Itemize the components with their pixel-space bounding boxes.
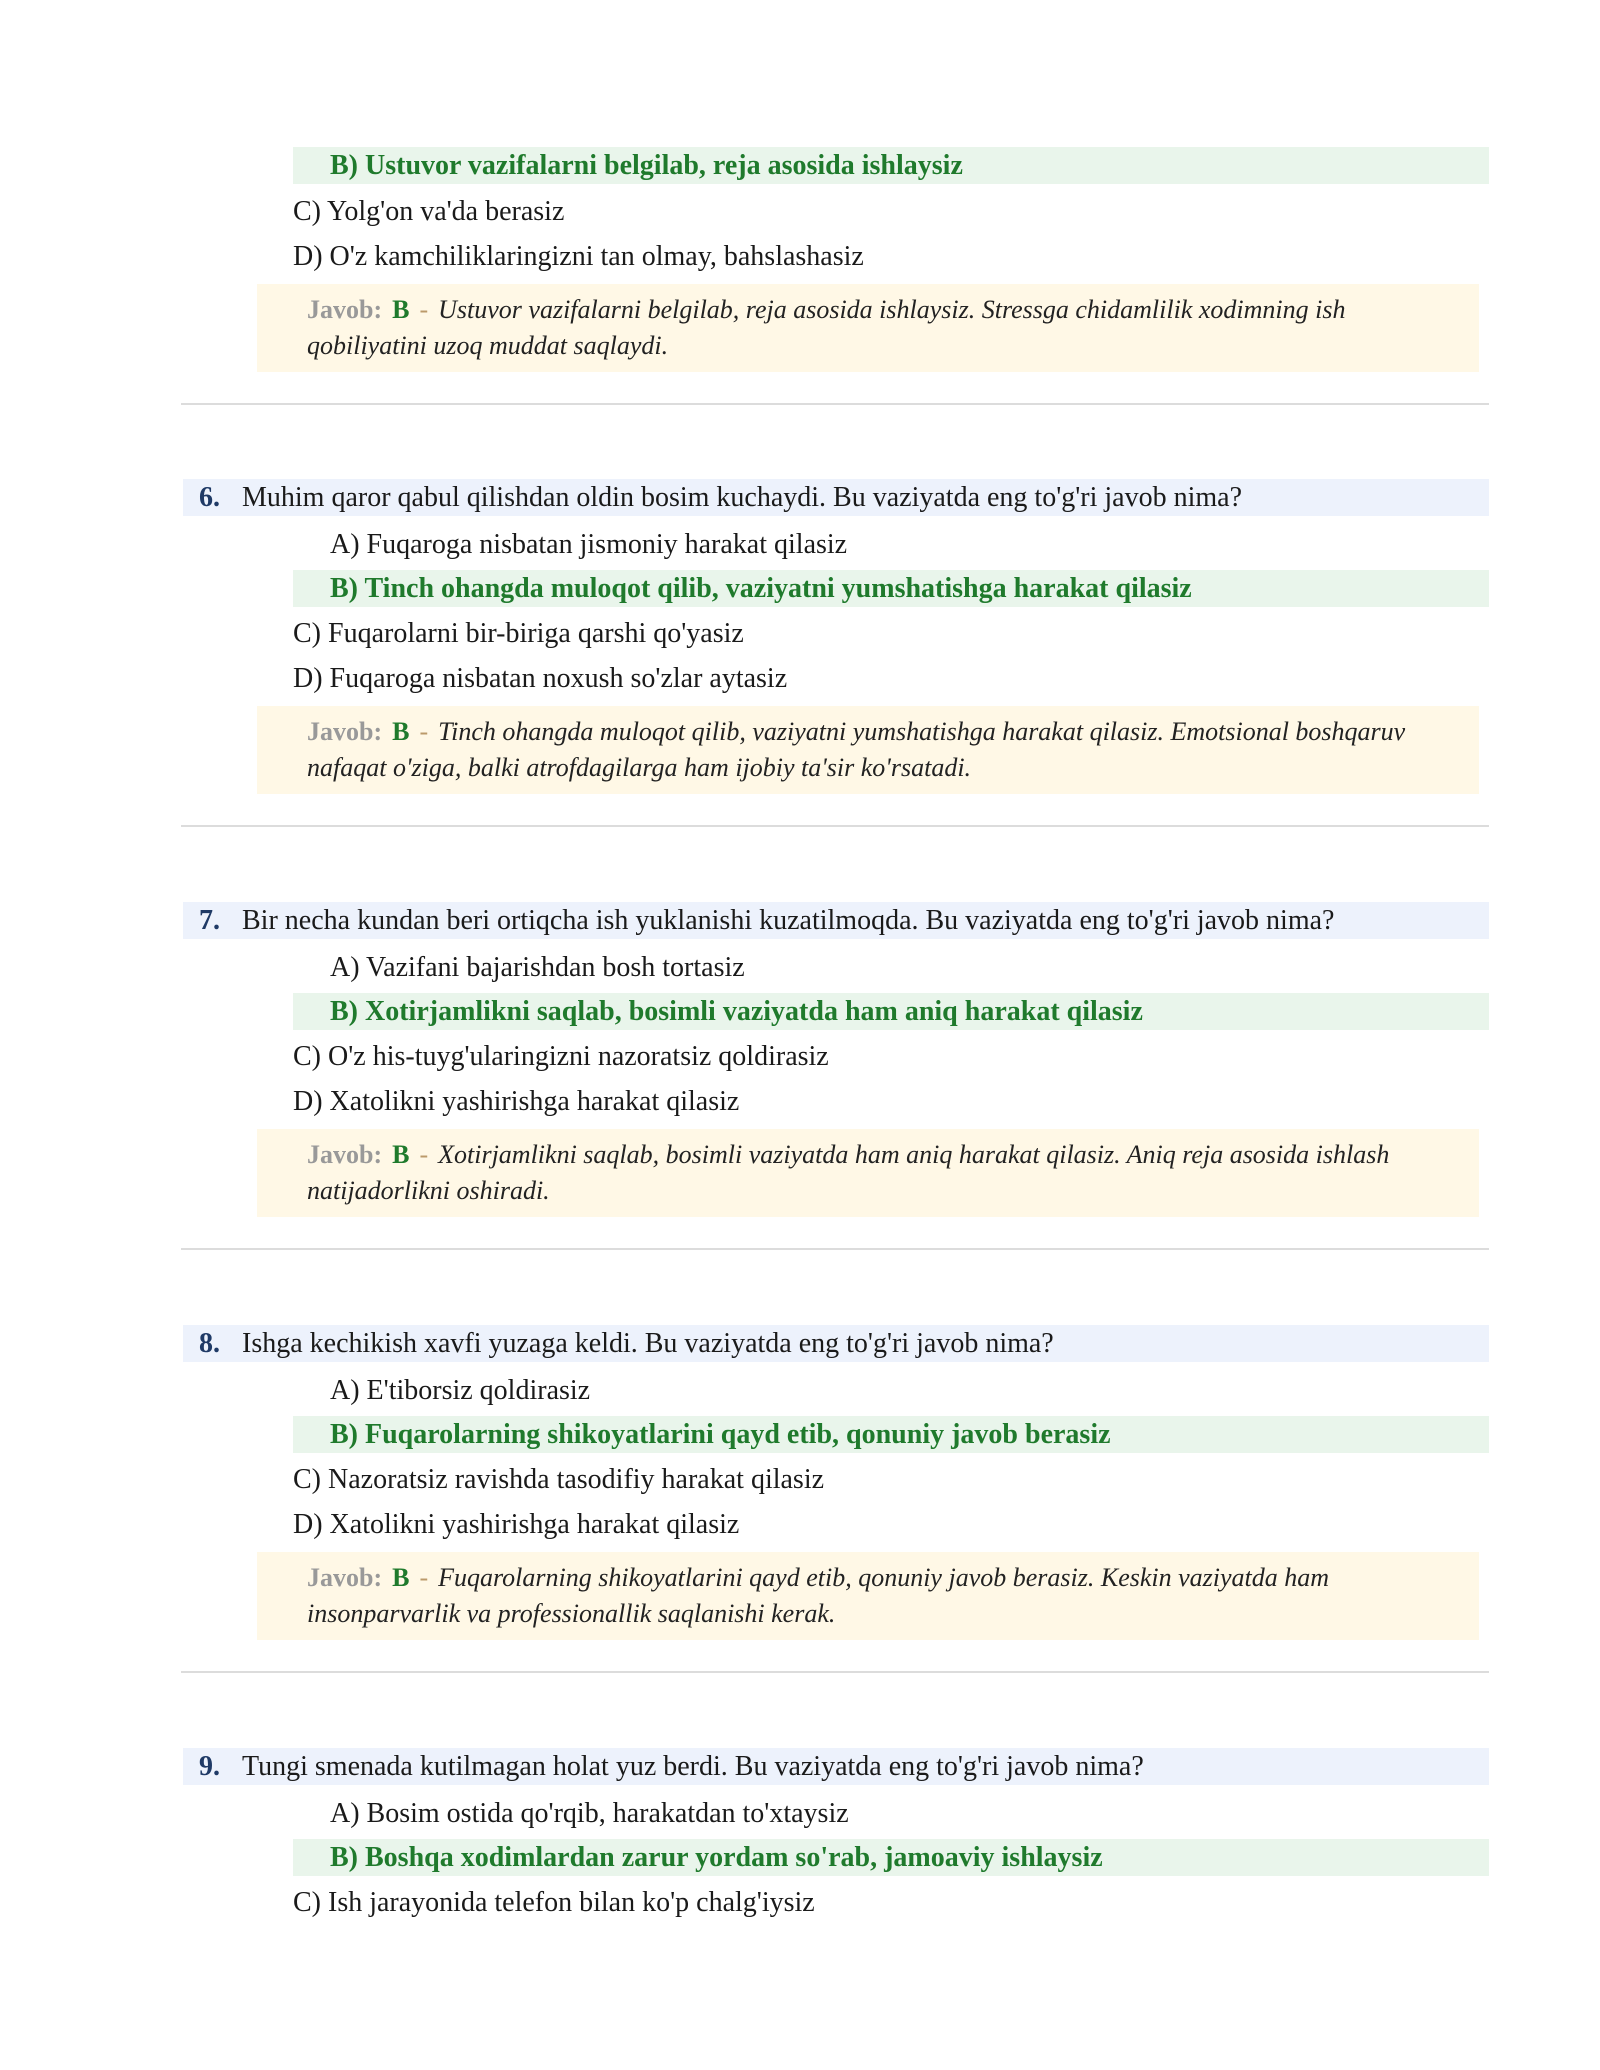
question-header — [183, 1748, 1489, 1785]
option-c: C) Yolg'on va'da berasiz — [293, 196, 565, 227]
option-c: C) Nazoratsiz ravishda tasodifiy harakat qilasiz — [293, 1464, 825, 1495]
answer-label: Javob: — [307, 1140, 383, 1169]
option-a: A) Vazifani bajarishdan bosh tortasiz — [330, 952, 745, 983]
answer-letter: B — [392, 295, 410, 324]
option-c: C) Fuqarolarni bir-biriga qarshi qo'yasiz — [293, 618, 744, 649]
answer-label: Javob: — [307, 1563, 383, 1592]
answer-box — [257, 706, 1479, 794]
option-b-correct — [293, 993, 1489, 1030]
option-d: D) Xatolikni yashirishga harakat qilasiz — [293, 1086, 740, 1117]
answer-text: Fuqarolarning shikoyatlarini qayd etib, qonuniy javob berasiz. Keskin vaziyatda ham insonparvarlik va professionallik saqlanishi kerak. — [307, 1563, 1330, 1628]
option-b-correct — [293, 1416, 1489, 1453]
question-header — [183, 479, 1489, 516]
answer-dash: - — [419, 295, 429, 324]
option-b-text: B) Fuqarolarning shikoyatlarini qayd etib, qonuniy javob berasiz — [330, 1419, 1111, 1450]
answer-box — [257, 1129, 1479, 1217]
question-header — [183, 902, 1489, 939]
answer-letter: B — [392, 1140, 410, 1169]
option-b-text: B) Tinch ohangda muloqot qilib, vaziyatni yumshatishga harakat qilasiz — [330, 573, 1192, 604]
option-b-correct — [293, 570, 1489, 607]
option-a: A) Bosim ostida qo'rqib, harakatdan to'xtaysiz — [330, 1798, 849, 1829]
option-c: C) O'z his-tuyg'ularingizni nazoratsiz qoldirasiz — [293, 1041, 829, 1072]
option-d: D) Fuqaroga nisbatan noxush so'zlar aytasiz — [293, 663, 788, 694]
question-text: Ishga kechikish xavfi yuzaga keldi. Bu vaziyatda eng to'g'ri javob nima? — [242, 1328, 1054, 1359]
option-a: A) Fuqaroga nisbatan jismoniy harakat qilasiz — [330, 529, 848, 560]
question-number: 8. — [199, 1328, 220, 1359]
question-text: Muhim qaror qabul qilishdan oldin bosim kuchaydi. Bu vaziyatda eng to'g'ri javob nima? — [242, 482, 1243, 513]
answer-label: Javob: — [307, 295, 383, 324]
option-c: C) Ish jarayonida telefon bilan ko'p chalg'iysiz — [293, 1887, 815, 1918]
answer-box — [257, 1552, 1479, 1640]
question-number: 9. — [199, 1751, 220, 1782]
question-number: 7. — [199, 905, 220, 936]
question-text: Bir necha kundan beri ortiqcha ish yuklanishi kuzatilmoqda. Bu vaziyatda eng to'g'ri javob nima? — [242, 905, 1335, 936]
option-b-text: B) Boshqa xodimlardan zarur yordam so'rab, jamoaviy ishlaysiz — [330, 1842, 1103, 1873]
answer-dash: - — [419, 717, 429, 746]
answer-label: Javob: — [307, 717, 383, 746]
divider — [181, 825, 1489, 827]
question-number: 6. — [199, 482, 220, 513]
answer-box — [257, 284, 1479, 372]
option-d: D) Xatolikni yashirishga harakat qilasiz — [293, 1509, 740, 1540]
answer-text: Ustuvor vazifalarni belgilab, reja asosida ishlaysiz. Stressga chidamlilik xodimning ish qobiliyatini uzoq muddat saqlaydi. — [307, 295, 1346, 360]
answer-text: Xotirjamlikni saqlab, bosimli vaziyatda ham aniq harakat qilasiz. Aniq reja asosida ishlash natijadorlikni oshiradi. — [307, 1140, 1390, 1205]
option-b-correct — [293, 147, 1489, 184]
option-b-text: B) Ustuvor vazifalarni belgilab, reja asosida ishlaysiz — [330, 150, 963, 181]
question-header — [183, 1325, 1489, 1362]
answer-dash: - — [419, 1563, 429, 1592]
option-a: A) E'tiborsiz qoldirasiz — [330, 1375, 591, 1406]
option-b-correct — [293, 1839, 1489, 1876]
divider — [181, 1671, 1489, 1673]
answer-dash: - — [419, 1140, 429, 1169]
answer-letter: B — [392, 717, 410, 746]
divider — [181, 403, 1489, 405]
answer-letter: B — [392, 1563, 410, 1592]
option-b-text: B) Xotirjamlikni saqlab, bosimli vaziyatda ham aniq harakat qilasiz — [330, 996, 1143, 1027]
option-d: D) O'z kamchiliklaringizni tan olmay, bahslashasiz — [293, 241, 864, 272]
answer-text: Tinch ohangda muloqot qilib, vaziyatni yumshatishga harakat qilasiz. Emotsional boshqaruv nafaqat o'ziga, balki atrofdagilarga ham ijobiy ta'sir ko'rsatadi. — [307, 717, 1406, 782]
question-text: Tungi smenada kutilmagan holat yuz berdi. Bu vaziyatda eng to'g'ri javob nima? — [242, 1751, 1144, 1782]
divider — [181, 1248, 1489, 1250]
